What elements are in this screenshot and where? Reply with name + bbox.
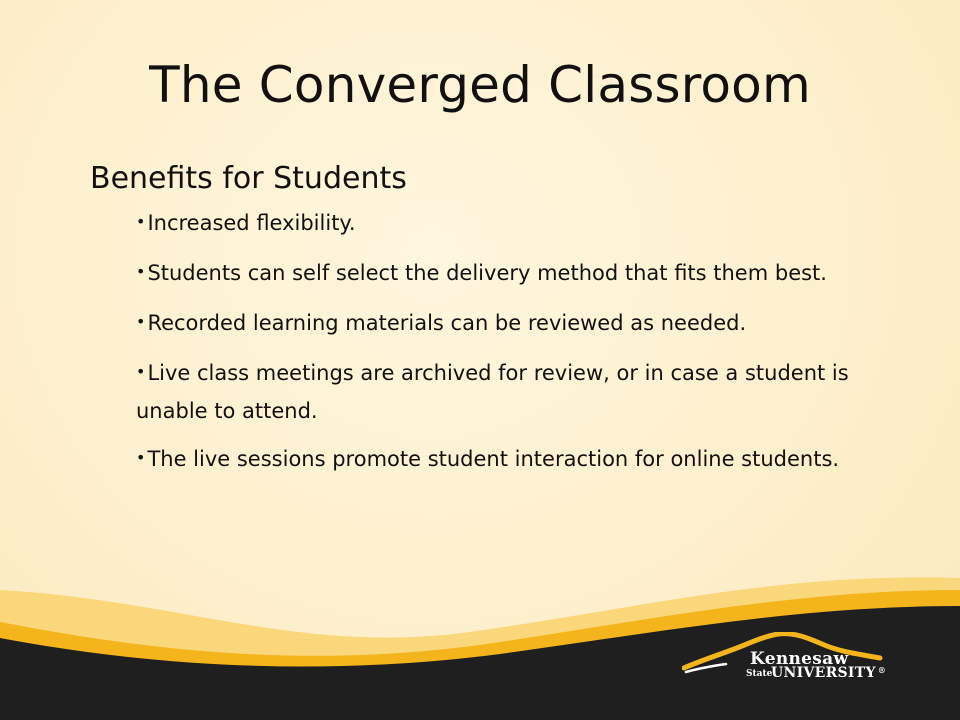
bullet-text: Increased flexibility. — [147, 211, 356, 235]
logo-name-university — [771, 665, 886, 681]
bullet-list — [136, 205, 851, 491]
bullet-item — [136, 205, 851, 243]
bullet-item — [136, 441, 851, 479]
bullet-marker: • — [136, 362, 146, 381]
slide-title: The Converged Classroom — [149, 56, 811, 114]
logo-university-word: UNIVERSITY — [771, 665, 876, 681]
slide-subtitle: Benefits for Students — [90, 161, 407, 196]
bullet-item — [136, 255, 851, 293]
bullet-item — [136, 305, 851, 343]
bullet-text: Students can self select the delivery method that fits them best. — [147, 261, 827, 285]
kennesaw-state-logo — [682, 632, 892, 690]
bullet-text: Live class meetings are archived for review, or in case a student is unable to attend. — [136, 361, 849, 423]
registered-mark: ® — [877, 665, 887, 675]
logo-name-top: Kennesaw — [750, 649, 849, 669]
logo-name-state: State — [746, 669, 773, 679]
bullet-marker: • — [136, 312, 146, 331]
bullet-text: The live sessions promote student interaction for online students. — [147, 447, 840, 471]
bullet-item — [136, 355, 851, 429]
bullet-text: Recorded learning materials can be reviewed as needed. — [147, 311, 747, 335]
bullet-marker: • — [136, 262, 146, 281]
bullet-marker: • — [136, 212, 146, 231]
bullet-marker: • — [136, 448, 146, 467]
